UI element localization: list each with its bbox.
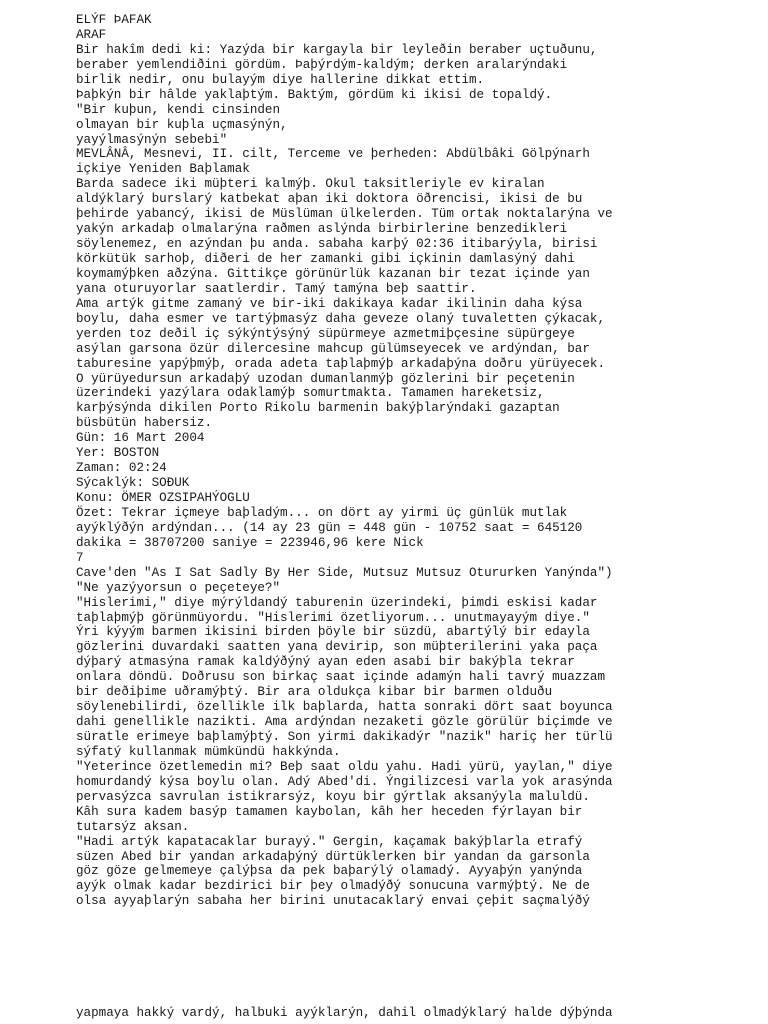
text-line: körkütük sarhoþ, diðeri de her zamanki gibi içkinin damlasýný dahi bbox=[76, 252, 575, 266]
text-line: karþýsýnda dikilen Porto Rikolu barmenin bakýþlarýndaki gazaptan bbox=[76, 401, 560, 416]
text-line: söylenemez, en azýndan þu anda. sabaha karþý 02:36 itibarýyla, birisi bbox=[76, 237, 598, 252]
text-line: onlara döndü. Doðrusu son birkaç saat içinde adamýn hali tavrý muazzam bbox=[76, 670, 606, 685]
text-line: asýlan garsona özür dilercesine mahcup gülümseyecek ve ardýndan, bar bbox=[76, 341, 590, 356]
text-line: Cave'den "As I Sat Sadly By Her Side, Mutsuz Mutsuz Otururken Yanýnda") bbox=[76, 565, 613, 580]
text-line: yakýn arkadaþ olmalarýna raðmen aslýnda birbirlerine benzedikleri bbox=[76, 222, 568, 237]
text-line: süzen Abed bir yandan arkadaþýný dürtüklerken bir yandan da garsonla bbox=[76, 849, 590, 864]
text-line: üzerindeki yazýlara odaklamýþ somurtmakta. Tamamen hareketsiz, bbox=[76, 386, 545, 401]
text-line: boylu, daha esmer ve tartýþmasýz daha geveze olaný tuvaletten çýkacak, bbox=[76, 311, 606, 326]
text-line: göz göze gelmemeye çalýþsa da pek baþarýlý olamadý. Ayyaþýn yanýnda bbox=[76, 864, 583, 879]
text-line: söylenebilirdi, özellikle ilk baþlarda, hatta sonraki dört saat boyunca bbox=[76, 700, 613, 715]
document-last-line: yapmaya hakký vardý, halbuki ayýklarýn, dahil olmadýklarý halde dýþýnda bbox=[76, 1006, 613, 1020]
text-line: 7 bbox=[76, 550, 84, 565]
text-line: "Hadi artýk kapatacaklar burayý." Gergin, kaçamak bakýþlarla etrafý bbox=[76, 834, 583, 849]
text-line: yana oturuyorlar saatlerdir. Tamý tamýna beþ saattir. bbox=[76, 281, 477, 296]
text-line: Sýcaklýk: SOÐUK bbox=[76, 476, 190, 491]
text-line: Bir hakîm dedi ki: Yazýda bir kargayla bir leyleðin beraber uçtuðunu, bbox=[76, 42, 598, 57]
text-line: dahi genellikle nazikti. Ama ardýndan nezaketi gözle görülür biçimde ve bbox=[76, 715, 613, 730]
text-line: "Hislerimi," diye mýrýldandý taburenin üzerindeki, þimdi eskisi kadar bbox=[76, 595, 598, 610]
text-line: dýþarý atmasýna ramak kaldýðýný ayan eden asabi bir bakýþla tekrar bbox=[76, 655, 575, 670]
text-line: yerden toz deðil iç sýkýntýsýný süpürmeye azmetmiþçesine süpürgeye bbox=[76, 326, 575, 341]
text-line: Ýri kýyým barmen ikisini birden þöyle bir süzdü, abartýlý bir edayla bbox=[76, 625, 590, 640]
text-line: büsbütün habersiz. bbox=[76, 416, 213, 431]
text-line: içkiye Yeniden Baþlamak bbox=[76, 162, 250, 177]
text-line: ayýklýðýn ardýndan... (14 ay 23 gün = 448 gün - 10752 saat = 645120 bbox=[76, 520, 583, 535]
text-line: sýfatý kullanmak mümkündü hakkýnda. bbox=[76, 744, 341, 759]
text-line: Özet: Tekrar içmeye baþladým... on dört ay yirmi üç günlük mutlak bbox=[76, 505, 568, 520]
document-body bbox=[76, 13, 736, 909]
text-line: O yürüyedursun arkadaþý uzodan dumanlanmýþ gözlerini bir peçetenin bbox=[76, 371, 575, 386]
text-line: Yer: BOSTON bbox=[76, 446, 160, 461]
text-line: þehirde yabancý, ikisi de Müslüman ülkelerden. Tüm ortak noktalarýna ve bbox=[76, 207, 613, 222]
text-line: taburesine yapýþmýþ, orada adeta taþlaþmýþ arkadaþýna doðru yürüyecek. bbox=[76, 356, 606, 371]
text-line: "Bir kuþun, kendi cinsinden bbox=[76, 102, 281, 117]
text-line: beraber yemlendiðini gördüm. Þaþýrdým-kaldým; derken aralarýndaki bbox=[76, 57, 568, 72]
text-line: Zaman: 02:24 bbox=[76, 461, 167, 476]
text-line: Barda sadece iki müþteri kalmýþ. Okul taksitleriyle ev kiralan bbox=[76, 177, 545, 192]
text-line: aldýklarý burslarý katbekat aþan iki doktora öðrencisi, ikisi de bu bbox=[76, 192, 583, 207]
text-line: Gün: 16 Mart 2004 bbox=[76, 431, 205, 446]
text-line: Kâh sura kadem basýp tamamen kaybolan, kâh her heceden fýrlayan bir bbox=[76, 804, 583, 819]
text-line: gözlerini duvardaki saatten yana devirip, son müþterilerini yaka paça bbox=[76, 640, 598, 655]
text-line: ELÝF ÞAFAK bbox=[76, 13, 152, 27]
text-line: ayýk olmak kadar bezdirici bir þey olmadýðý sonucuna varmýþtý. Ne de bbox=[76, 879, 590, 894]
text-line: pervasýzca savrulan istikrarsýz, koyu bir gýrtlak aksanýyla maluldü. bbox=[76, 789, 590, 804]
text-line: bir deðiþime uðramýþtý. Bir ara oldukça kibar bir barmen olduðu bbox=[76, 685, 553, 700]
text-line: dakika = 38707200 saniye = 223946,96 kere Nick bbox=[76, 535, 424, 550]
text-line: birlik nedir, onu bulayým diye hallerine dikkat ettim. bbox=[76, 72, 485, 87]
text-line: tutarsýz aksan. bbox=[76, 819, 190, 834]
text-line: ARAF bbox=[76, 27, 107, 42]
text-line: homurdandý kýsa boylu olan. Adý Abed'di. Ýngilizcesi varla yok arasýnda bbox=[76, 774, 613, 789]
text-line: koymamýþken aðzýna. Gittikçe görünürlük kazanan bir tezat içinde yan bbox=[76, 266, 590, 281]
text-line: yayýlmasýnýn sebebi" bbox=[76, 132, 228, 147]
text-line: süratle erimeye baþlamýþtý. Son yirmi dakikadýr "nazik" hariç her türlü bbox=[76, 730, 613, 744]
text-line: taþlaþmýþ görünmüyordu. "Hislerimi özetliyorum... unutmayayým diye." bbox=[76, 610, 590, 625]
text-line: "Yeterince özetlemedin mi? Beþ saat oldu yahu. Hadi yürü, yaylan," diye bbox=[76, 759, 613, 774]
text-line: Konu: ÖMER OZSIPAHÝOGLU bbox=[76, 491, 250, 505]
text-line: Ama artýk gitme zamaný ve bir-iki dakikaya kadar ikilinin daha kýsa bbox=[76, 296, 583, 311]
text-line: Þaþkýn bir hâlde yaklaþtým. Baktým, gördüm ki ikisi de topaldý. bbox=[76, 87, 553, 102]
text-line: olsa ayyaþlarýn sabaha her birini unutacaklarý envai çeþit saçmalýðý bbox=[76, 894, 590, 909]
text-line: olmayan bir kuþla uçmasýnýn, bbox=[76, 117, 288, 132]
text-line: MEVLÂNÂ, Mesnevi, II. cilt, Terceme ve þerheden: Abdülbâki Gölpýnarh bbox=[76, 147, 590, 162]
text-line: "Ne yazýyorsun o peçeteye?" bbox=[76, 580, 281, 595]
